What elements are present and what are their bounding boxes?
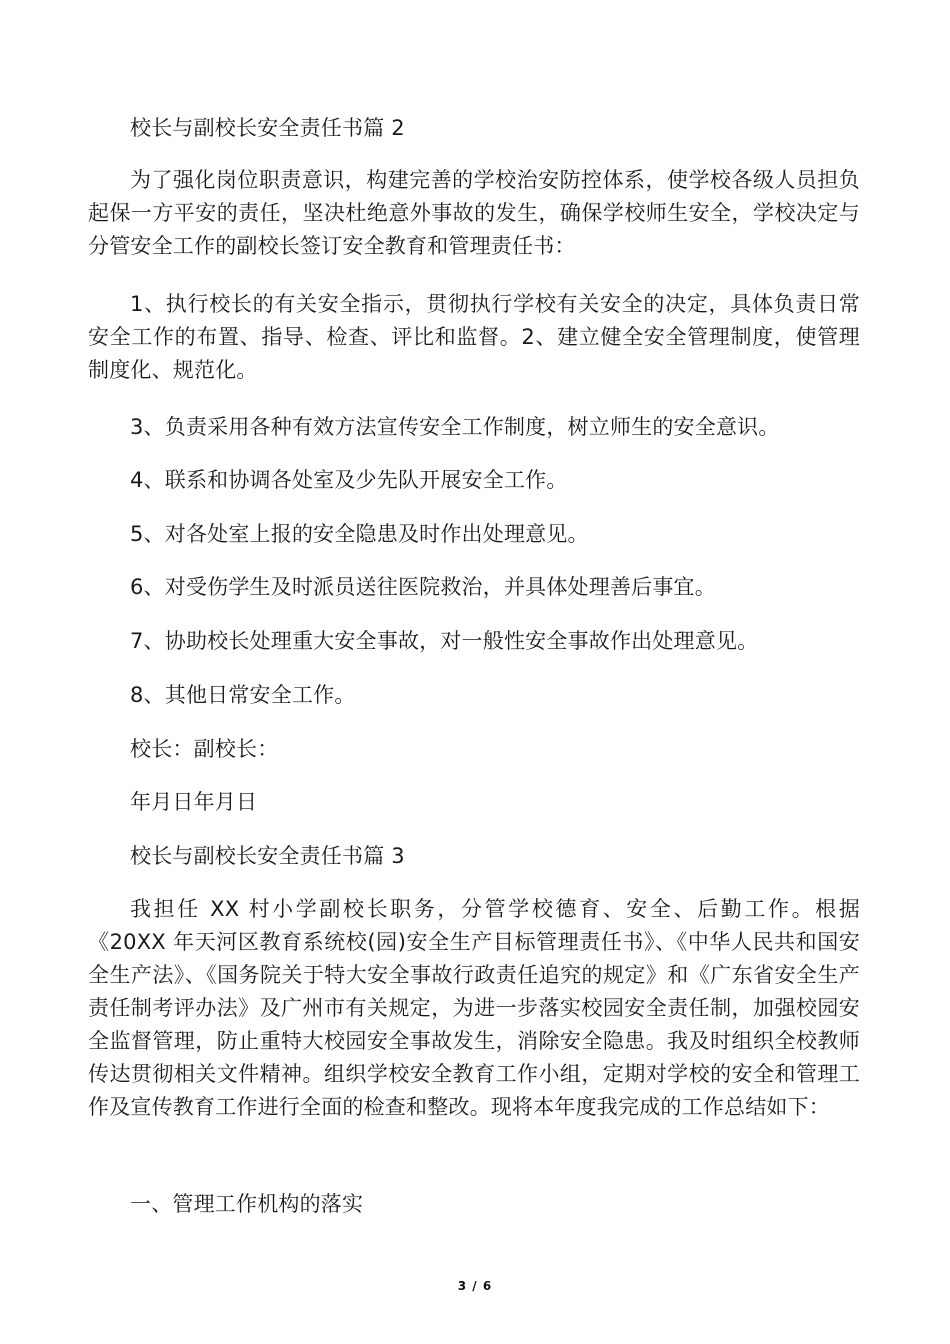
list-item-3: 3、负责采用各种有效方法宣传安全工作制度，树立师生的安全意识。 [130,415,780,439]
list-item-4: 4、联系和协调各处室及少先队开展安全工作。 [130,468,568,492]
date-line: 年月日年月日 [130,790,258,814]
body-paragraph: 我担任 XX 村小学副校长职务，分管学校德育、安全、后勤工作。根据《20XX 年天河区教育系统校(园)安全生产目标管理责任书》、《中华人民共和国安全生产法》、《国务院关于特大安全事故行政责任追究的规定》和《广东省安全生产责任制考评办法》及广州市有关规定，为进一步落实校园安全责任制，加强校园安全监督管理，防止重特大校园安全事故发生，消除安全隐患。我及时组织全校教师传达贯彻相关文件精神。组织学校安全教育工作小组，定期对学校的安全和管理工作及宣传教育工作进行全面的检查和整改。现将本年度我完成的工作总结如下： [88,897,860,1119]
list-item-7: 7、协助校长处理重大安全事故，对一般性安全事故作出处理意见。 [130,629,759,653]
subsection-heading: 一、管理工作机构的落实 [130,1192,364,1216]
section-heading-2: 校长与副校长安全责任书篇 2 [130,116,405,140]
page-number: 3 / 6 [457,1279,493,1293]
section-heading-3: 校长与副校长安全责任书篇 3 [130,844,405,868]
list-item-8: 8、其他日常安全工作。 [130,683,356,707]
intro-paragraph: 为了强化岗位职责意识，构建完善的学校治安防控体系，使学校各级人员担负起保一方平安的责任，坚决杜绝意外事故的发生，确保学校师生安全，学校决定与分管安全工作的副校长签订安全教育和管理责任书： [88,168,860,258]
list-item-5: 5、对各处室上报的安全隐患及时作出处理意见。 [130,522,589,546]
list-item-1-2: 1、执行校长的有关安全指示，贯彻执行学校有关安全的决定，具体负责日常安全工作的布置、指导、检查、评比和监督。2、建立健全安全管理制度，使管理制度化、规范化。 [88,292,860,382]
list-item-6: 6、对受伤学生及时派员送往医院救治，并具体处理善后事宜。 [130,575,716,599]
signature-line: 校长：副校长： [130,737,279,761]
